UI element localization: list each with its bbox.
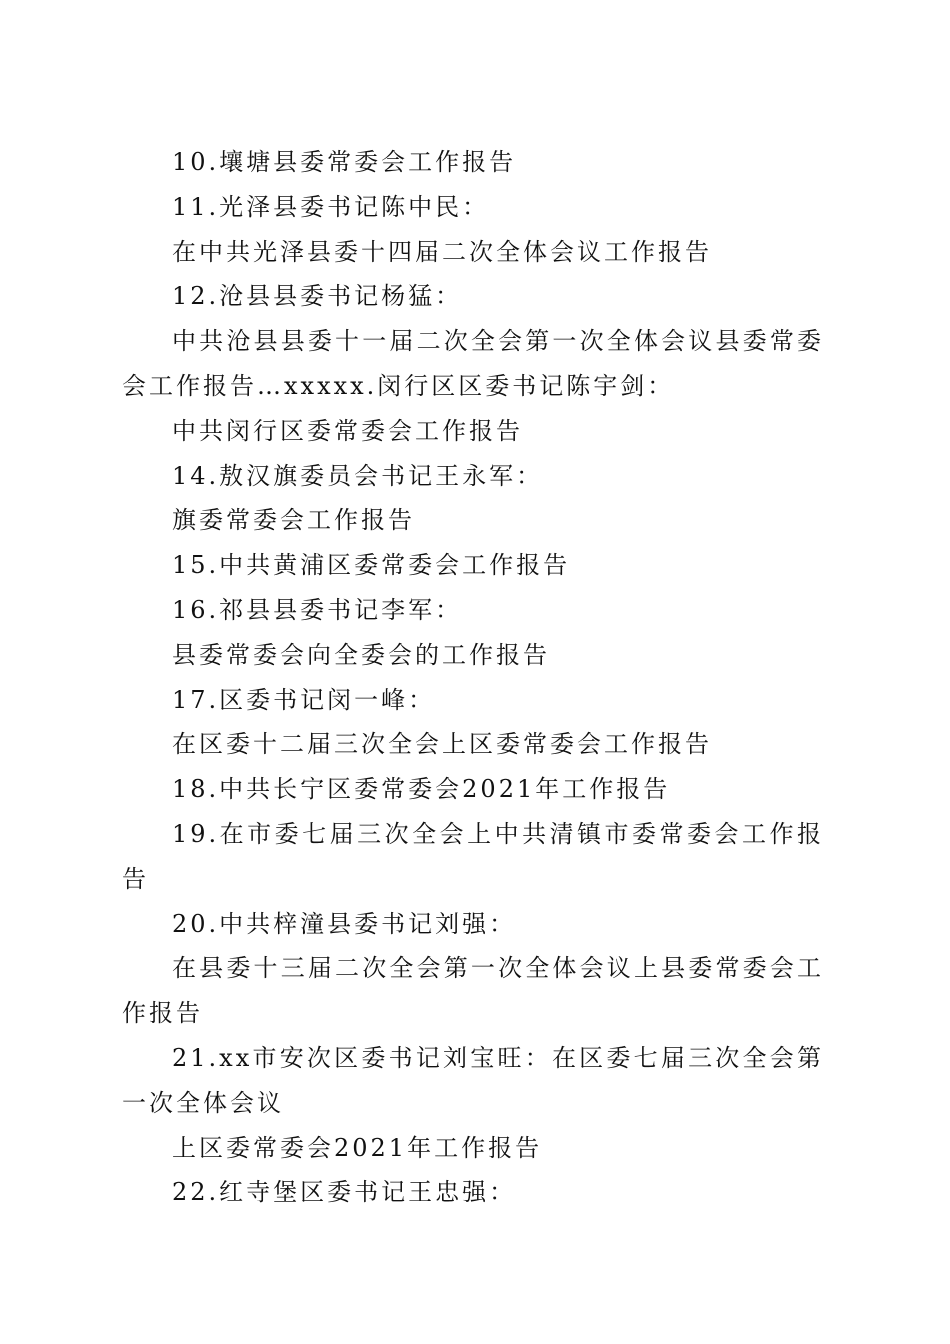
paragraph: 14.敖汉旗委员会书记王永军：	[172, 461, 544, 490]
paragraph: 22.红寺堡区委书记王忠强：	[172, 1178, 517, 1207]
paragraph: 21.xx市安次区委书记刘宝旺：在区委七届三次全会第一次全体会议	[122, 1043, 824, 1117]
paragraph: 12.沧县县委书记杨猛：	[172, 282, 463, 311]
paragraph: 县委常委会向全委会的工作报告	[172, 640, 550, 669]
paragraph: 11.光泽县委书记陈中民：	[172, 192, 490, 221]
paragraph: 在县委十三届二次全会第一次全体会议上县委常委会工作报告	[122, 954, 824, 1028]
paragraph: 10.壤塘县委常委会工作报告	[172, 148, 517, 176]
paragraph: 17.区委书记闵一峰：	[172, 685, 436, 714]
document-body	[122, 140, 824, 1215]
paragraph: 在区委十二届三次全会上区委常委会工作报告	[172, 730, 712, 759]
paragraph: 中共闵行区委常委会工作报告	[172, 416, 523, 445]
paragraph: 旗委常委会工作报告	[172, 506, 415, 535]
paragraph: 15.中共黄浦区委常委会工作报告	[172, 551, 571, 580]
paragraph: 中共沧县县委十一届二次全会第一次全体会议县委常委会工作报告…xxxxx.闵行区区委书记陈宇剑：	[122, 327, 824, 400]
paragraph: 上区委常委会2021年工作报告	[172, 1133, 543, 1162]
paragraph: 19.在市委七届三次全会上中共清镇市委常委会工作报告	[122, 819, 824, 893]
paragraph: 在中共光泽县委十四届二次全体会议工作报告	[172, 237, 712, 266]
paragraph: 20.中共梓潼县委书记刘强：	[172, 909, 517, 938]
paragraph: 18.中共长宁区委常委会2021年工作报告	[172, 775, 671, 804]
paragraph: 16.祁县县委书记李军：	[172, 595, 463, 624]
